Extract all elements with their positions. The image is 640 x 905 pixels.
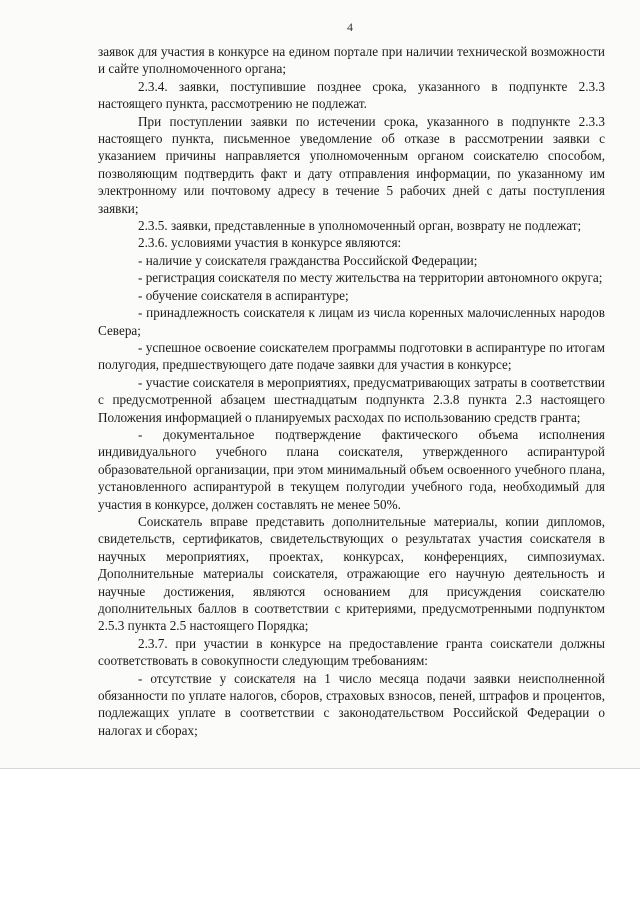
paragraph: 2.3.5. заявки, представленные в уполномоченный орган, возврату не подлежат; <box>138 218 582 234</box>
paragraph: - документальное подтверждение фактического объема исполнения индивидуального учебного плана соискателя, утвержденного аспирантурой образовательной организации, при этом минимальный объем освоенного учебного плана, установленного аспирантурой в текущем полугодии учебного года, необходимый для участия в конкурсе, должен составлять не менее 50%. <box>98 426 605 512</box>
paragraph: 2.3.7. при участии в конкурсе на предоставление гранта соискатели должны соответствовать в совокупности следующим требованиям: <box>98 635 605 669</box>
paragraph: При поступлении заявки по истечении срока, указанного в подпункте 2.3.3 настоящего пункта, письменное уведомление об отказе в рассмотрении заявки с указанием причины направляется уполномоченным органом соискателю способом, позволяющим подтвердить факт и дату отправления информации, по указанному им электронному или почтовому адресу в течение 5 рабочих дней с даты поступления заявки; <box>98 113 605 216</box>
paragraph: - участие соискателя в мероприятиях, предусматривающих затраты в соответствии с предусмотренной абзацем шестнадцатым подпункта 2.3.8 пункта 2.3 настоящего Положения информацией о планируемых расходах по использованию средств гранта; <box>98 374 605 425</box>
paragraph: - наличие у соискателя гражданства Российской Федерации; <box>138 252 478 268</box>
paragraph: Соискатель вправе представить дополнительные материалы, копии дипломов, свидетельств, сертификатов, свидетельствующих о результатах участия соискателя в научных мероприятиях, проектах, конкурсах, конференциях, симпозиумах. Дополнительные материалы соискателя, отражающие его научную деятельность и научные достижения, являются основанием для присуждения соискателю дополнительных баллов в соответствии с критериями, предусмотренными подпунктом 2.5.3 пункта 2.5 настоящего Порядка; <box>98 513 605 634</box>
paragraph: 2.3.6. условиями участия в конкурсе являются: <box>138 235 402 251</box>
page-number: 4 <box>347 20 353 34</box>
document-body <box>98 43 605 739</box>
paragraph: - успешное освоение соискателем программы подготовки в аспирантуре по итогам полугодия, предшествующего дате подаче заявки для участия в конкурсе; <box>98 339 605 373</box>
paragraph: - отсутствие у соискателя на 1 число месяца подачи заявки неисполненной обязанности по уплате налогов, сборов, страховых взносов, пеней, штрафов и процентов, подлежащих уплате в соответствии с законодательством Российской Федерации о налогах и сборах; <box>98 670 605 738</box>
paragraph: 2.3.4. заявки, поступившие позднее срока, указанного в подпункте 2.3.3 настоящего пункта, рассмотрению не подлежат. <box>98 78 605 112</box>
paragraph: - принадлежность соискателя к лицам из числа коренных малочисленных народов Севера; <box>98 305 605 338</box>
paragraph: - регистрация соискателя по месту жительства на территории автономного округа; <box>138 270 603 286</box>
paragraph: - обучение соискателя в аспирантуре; <box>138 287 349 303</box>
paragraph: заявок для участия в конкурсе на едином портале при наличии технической возможности и сайте уполномоченного органа; <box>98 44 605 77</box>
